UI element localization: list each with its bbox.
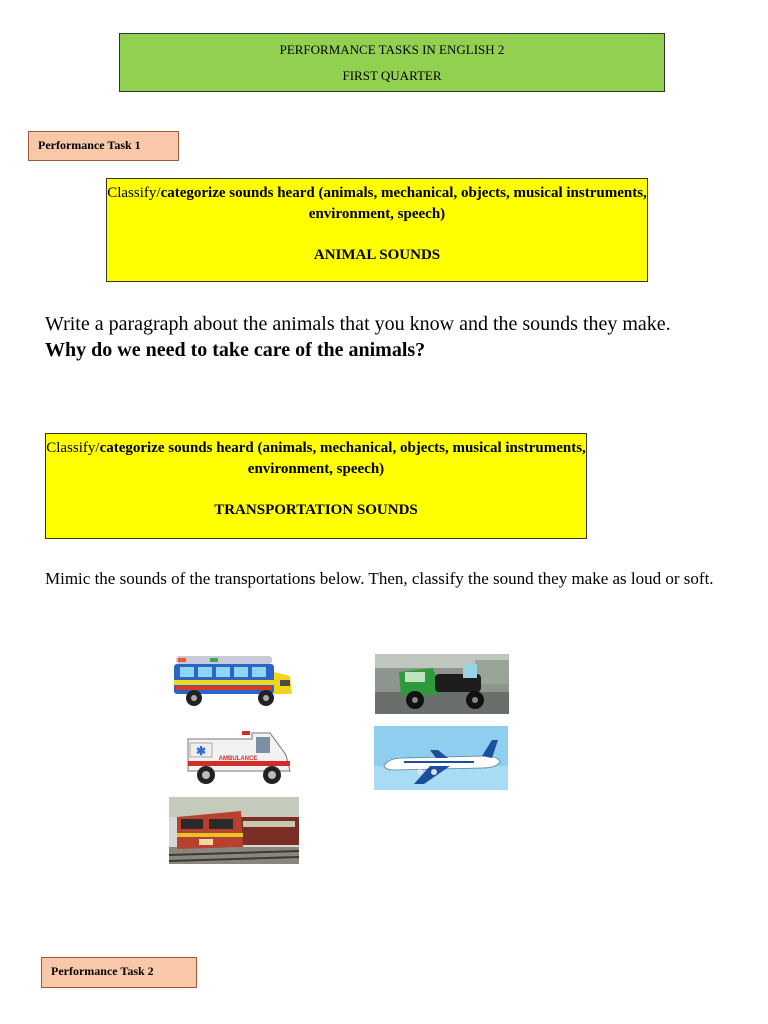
svg-text:✱: ✱ — [195, 744, 207, 758]
animal-paragraph-text: Write a paragraph about the animals that you know and the sounds they make. — [45, 313, 671, 335]
performance-task-1-label: Performance Task 1 — [28, 131, 179, 161]
instruction-prefix: Classify/ — [46, 440, 100, 456]
animal-sounds-title: ANIMAL SOUNDS — [313, 247, 441, 263]
performance-task-2-label: Performance Task 2 — [41, 957, 197, 988]
header-title: PERFORMANCE TASKS IN ENGLISH 2 — [279, 42, 505, 57]
instruction-text — [107, 183, 647, 225]
header-subtitle: FIRST QUARTER — [342, 68, 442, 83]
instruction-body: categorize sounds heard (animals, mechanical, objects, musical instruments, environment, speech) — [99, 440, 586, 477]
tricycle-image — [375, 654, 509, 714]
jeepney-image — [170, 650, 296, 712]
transportation-sounds-box — [45, 433, 587, 539]
ambulance-image — [182, 725, 294, 791]
animal-sounds-box — [106, 178, 648, 282]
airplane-image — [374, 726, 508, 790]
train-image — [169, 797, 299, 864]
transportation-paragraph: Mimic the sounds of the transportations below. Then, classify the sound they make as loud or soft. — [45, 569, 714, 588]
document-header — [119, 33, 665, 92]
animal-question: Why do we need to take care of the animals? — [45, 339, 426, 361]
instruction-text — [46, 438, 586, 480]
instruction-body: categorize sounds heard (animals, mechanical, objects, musical instruments, environment, speech) — [160, 185, 647, 222]
animal-paragraph — [45, 311, 735, 363]
instruction-prefix: Classify/ — [107, 185, 161, 201]
ambulance-sign: AMBULANCE — [218, 756, 258, 762]
transportation-sounds-title: TRANSPORTATION SOUNDS — [214, 502, 418, 518]
